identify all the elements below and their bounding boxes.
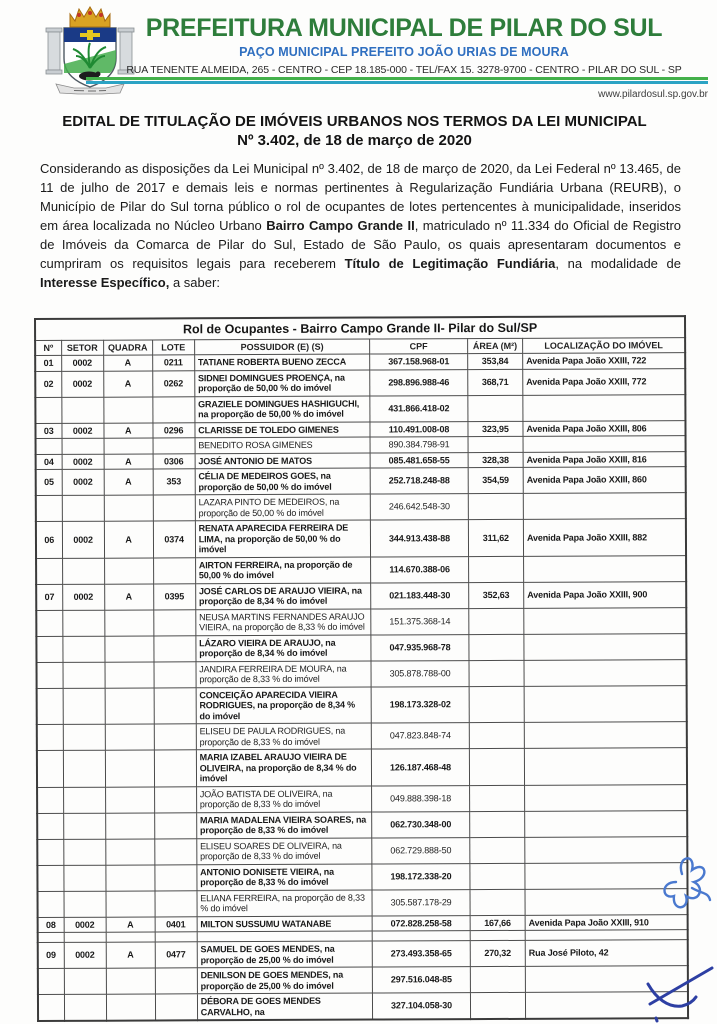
letterhead [100, 14, 708, 76]
cell-setor [63, 688, 105, 725]
cell-quadra [106, 932, 155, 942]
cell-area [470, 930, 525, 940]
cell-lote: 0296 [152, 422, 194, 438]
cell-quadra [105, 609, 154, 635]
paragraph-segment: Interesse Específico, [40, 275, 170, 290]
cell-cpf: 049.888.398-18 [372, 785, 470, 811]
cell-quadra [104, 557, 153, 583]
cell-lote: 353 [153, 469, 195, 495]
cell-area [469, 634, 524, 660]
cell-quadra [106, 838, 155, 864]
table-row [35, 394, 685, 423]
cell-area [469, 785, 524, 811]
cell-possuidor: DÉBORA DE GOES MENDES CARVALHO, na [197, 993, 373, 1020]
cell-area [470, 863, 525, 889]
cell-possuidor: NEUSA MARTINS FERNANDES ARAUJO VIEIRA, na proporção de 8,33 % do imóvel [196, 609, 372, 636]
organization-name: PREFEITURA MUNICIPAL DE PILAR DO SUL [145, 14, 663, 42]
cell-quadra [104, 396, 153, 422]
cell-quadra [105, 635, 154, 661]
column-header: SETOR [61, 340, 103, 355]
paragraph-segment: Considerando as disposições da Lei Municipal nº 3.402, de 18 de março de 2020, da Lei Federal nº 13.465, de 11 de julho de 2017 e demais leis e normas pertinentes à Regularização Fundiária Urbana (REURB), o Município de Pilar do Sul torna público o rol de ocupantes de lotes pertencentes à municipalidade, inseridos em área localizada no Núcleo Urbano [40, 161, 681, 233]
cell-localizacao [525, 810, 688, 837]
cell-no [36, 636, 62, 662]
cell-possuidor: SIDNEI DOMINGUES PROENÇA, na proporção de 50,00 % do imóvel [194, 370, 370, 397]
table-row [38, 966, 688, 995]
cell-no: 02 [35, 371, 61, 397]
cell-setor [63, 662, 105, 688]
cell-lote [153, 661, 195, 687]
cell-possuidor: MILTON SUSSUMU WATANABE [197, 916, 373, 932]
table-row [36, 633, 686, 662]
cell-no [36, 558, 62, 584]
cell-area [469, 660, 524, 686]
cell-lote [153, 635, 195, 661]
table-row [36, 607, 686, 636]
cell-area: 323,95 [468, 421, 523, 437]
cell-localizacao [523, 436, 686, 452]
table-row [35, 368, 685, 397]
cell-localizacao: Avenida Papa João XXIII, 882 [523, 519, 686, 556]
cell-localizacao [524, 555, 687, 582]
cell-no [38, 891, 64, 917]
cell-cpf: 305.878.788-00 [371, 660, 469, 686]
table-row [37, 722, 687, 751]
website-url: www.pilardosul.sp.gov.br [598, 89, 708, 100]
cell-no: 03 [35, 423, 61, 439]
cell-lote: 0401 [155, 916, 197, 932]
cell-localizacao [524, 659, 687, 686]
cell-area: 328,38 [468, 452, 523, 468]
table-row [36, 519, 686, 558]
cell-no [38, 994, 64, 1021]
cell-lote [154, 838, 196, 864]
cell-possuidor: GRAZIELE DOMINGUES HASHIGUCHI, na proporção de 50,00 % do imóvel [195, 396, 371, 423]
cell-lote: 0395 [153, 583, 195, 609]
cell-no [37, 662, 63, 688]
cell-lote [154, 786, 196, 812]
cell-area [470, 992, 525, 1019]
paragraph-segment: , na modalidade de [555, 256, 681, 271]
cell-quadra: A [104, 422, 153, 438]
cell-area [469, 748, 524, 785]
cell-setor [63, 839, 105, 865]
cell-setor [64, 932, 106, 942]
cell-possuidor: CÉLIA DE MEDEIROS GOES, na proporção de 50,00 % do imóvel [195, 468, 371, 495]
cell-setor: 0002 [62, 521, 104, 558]
cell-lote [154, 864, 196, 890]
column-header: LOCALIZAÇÃO DO IMÓVEL [523, 338, 686, 354]
cell-cpf: 062.729.888-50 [372, 837, 470, 863]
table-row [37, 784, 687, 813]
cell-setor: 0002 [62, 469, 104, 495]
cell-lote [154, 812, 196, 838]
cell-quadra [104, 438, 153, 454]
cell-no: 01 [35, 355, 61, 371]
cell-no: 07 [36, 584, 62, 610]
cell-cpf: 273.493.358-65 [372, 941, 470, 967]
cell-no [37, 865, 63, 891]
paragraph-segment: a saber: [169, 275, 220, 290]
cell-quadra [106, 968, 155, 994]
cell-cpf: 126.187.468-48 [372, 749, 470, 786]
cell-area [470, 837, 525, 863]
cell-area [469, 608, 524, 634]
column-header: QUADRA [103, 340, 152, 355]
cell-setor [63, 813, 105, 839]
paragraph-segment: Bairro Campo Grande II [266, 218, 415, 233]
cell-quadra [105, 750, 154, 787]
cell-possuidor: JOSÉ CARLOS DE ARAUJO VIEIRA, na proporção de 8,34 % do imóvel [195, 583, 371, 610]
cell-localizacao [524, 722, 687, 749]
cell-cpf: 298.896.988-46 [370, 369, 468, 395]
cell-quadra [106, 994, 155, 1021]
cell-lote [154, 750, 196, 787]
cell-localizacao: Avenida Papa João XXIII, 772 [523, 368, 686, 395]
cell-lote [155, 968, 197, 994]
cell-lote [155, 932, 197, 942]
cell-quadra: A [103, 370, 152, 396]
building-name: PAÇO MUNICIPAL PREFEITO JOÃO URIAS DE MOURA [239, 45, 569, 59]
cell-localizacao: Avenida Papa João XXIII, 900 [524, 581, 687, 608]
cell-cpf: 305.587.178-29 [372, 889, 470, 915]
cell-no [35, 397, 61, 423]
cell-possuidor: BENEDITO ROSA GIMENES [195, 437, 371, 453]
cell-setor [63, 891, 105, 917]
cell-quadra: A [106, 916, 155, 932]
cell-no: 04 [36, 454, 62, 470]
cell-possuidor: LAZARA PINTO DE MEDEIROS, na proporção de 50,00 % do imóvel [195, 494, 371, 521]
cell-area: 354,59 [468, 467, 523, 493]
cell-localizacao: Avenida Papa João XXIII, 910 [525, 914, 688, 930]
cell-area [468, 395, 523, 421]
cell-cpf: 047.935.968-78 [371, 634, 469, 660]
cell-possuidor: RENATA APARECIDA FERREIRA DE LIMA, na proporção de 50,00 % do imóvel [195, 520, 371, 557]
table-row [37, 685, 687, 724]
cell-localizacao [524, 748, 687, 785]
cell-cpf: 367.158.968-01 [370, 354, 468, 370]
cell-area: 353,84 [467, 353, 522, 369]
cell-possuidor: ELIANA FERREIRA, na proporção de 8,33 % do imóvel [197, 890, 373, 917]
cell-possuidor: JOSÉ ANTONIO DE MATOS [195, 453, 371, 469]
cell-possuidor: CONCEIÇÃO APARECIDA VIEIRA RODRIGUES, na proporção de 8,34 % do imóvel [196, 687, 372, 724]
document-title [0, 112, 709, 150]
cell-possuidor: MARIA IZABEL ARAUJO VIEIRA DE OLIVEIRA, na proporção de 8,34 % do imóvel [196, 749, 372, 786]
cell-no: 05 [36, 469, 62, 495]
cell-cpf: 021.183.448-30 [371, 582, 469, 608]
document-title-line1: EDITAL DE TITULAÇÃO DE IMÓVEIS URBANOS NOS TERMOS DA LEI MUNICIPAL [62, 113, 647, 130]
cell-setor [62, 438, 104, 454]
cell-area [469, 686, 524, 723]
cell-possuidor: AIRTON FERREIRA, na proporção de 50,00 % do imóvel [195, 557, 371, 584]
cell-cpf: 246.642.548-30 [371, 494, 469, 520]
cell-cpf: 198.173.328-02 [371, 686, 469, 723]
cell-quadra [105, 687, 154, 724]
cell-localizacao [524, 685, 687, 722]
table-row [36, 555, 686, 584]
cell-lote [154, 890, 196, 916]
cell-setor [62, 610, 104, 636]
paragraph-segment: , matriculado nº 11.334 do Oficial de Registro de Imóveis da Comarca de Pilar do Sul, Estado de São Paulo, os quais apresentaram documentos e cumpriram os requisitos legais para receberem [40, 218, 682, 271]
table-title-row [35, 316, 685, 340]
cell-cpf: 327.104.058-30 [373, 993, 471, 1020]
cell-area: 167,66 [470, 915, 525, 931]
cell-no: 09 [38, 942, 64, 968]
cell-lote [153, 557, 195, 583]
cell-lote: 0306 [153, 453, 195, 469]
cell-possuidor: ANTONIO DONISETE VIEIRA, na proporção de 8,33 % do imóvel [197, 864, 373, 891]
cell-cpf: 085.481.658-55 [370, 452, 468, 468]
column-header: POSSUIDOR (E) (S) [194, 339, 370, 355]
cell-cpf: 297.516.048-85 [373, 967, 471, 993]
table-row [36, 467, 686, 496]
cell-cpf: 110.491.008-08 [370, 421, 468, 437]
cell-possuidor: ELISEU DE PAULA RODRIGUES, na proporção de 8,33 % do imóvel [196, 723, 372, 750]
cell-localizacao: Avenida Papa João XXIII, 816 [523, 451, 686, 467]
table-row [36, 581, 686, 610]
cell-setor [63, 750, 105, 787]
cell-possuidor: LÁZARO VIEIRA DE ARAUJO, na proporção de 8,34 % do imóvel [196, 635, 372, 662]
cell-area [468, 436, 523, 452]
table-row [38, 940, 688, 969]
cell-quadra: A [104, 453, 153, 469]
cell-lote [155, 994, 197, 1021]
cell-quadra: A [104, 583, 153, 609]
cell-quadra [105, 724, 154, 750]
cell-quadra: A [104, 521, 153, 558]
cell-localizacao [523, 493, 686, 520]
cell-no [36, 610, 62, 636]
cell-possuidor: ELISEU SOARES DE OLIVEIRA, na proporção de 8,33 % do imóvel [197, 838, 373, 865]
cell-setor [62, 558, 104, 584]
cell-cpf: 114.670.388-06 [371, 556, 469, 582]
cell-possuidor: CLARISSE DE TOLEDO GIMENES [195, 422, 371, 438]
cell-quadra: A [103, 355, 152, 371]
cell-cpf: 151.375.368-14 [371, 608, 469, 634]
cell-quadra [105, 661, 154, 687]
cell-localizacao [524, 633, 687, 660]
cell-area [468, 556, 523, 582]
pen-x-mark [636, 962, 717, 1024]
cell-no [38, 968, 64, 994]
cell-lote: 0211 [152, 355, 194, 371]
cell-possuidor: TATIANE ROBERTA BUENO ZECCA [194, 354, 370, 370]
table-row [38, 888, 688, 917]
cell-no [37, 750, 63, 787]
intro-paragraph [40, 159, 681, 292]
cell-lote [153, 438, 195, 454]
table-row [37, 836, 687, 865]
table-row [37, 862, 687, 891]
cell-setor [61, 397, 103, 423]
paragraph-segment: Título de Legitimação Fundiária [344, 256, 556, 271]
cell-setor: 0002 [61, 355, 103, 371]
cell-no [37, 724, 63, 750]
cell-lote [152, 396, 194, 422]
cell-no [37, 688, 63, 725]
cell-localizacao [524, 607, 687, 634]
cell-cpf: 062.730.348-00 [372, 811, 470, 837]
cell-setor: 0002 [64, 942, 106, 968]
cell-cpf: 890.384.798-91 [370, 437, 468, 453]
cell-cpf: 344.913.438-88 [371, 520, 469, 557]
cell-cpf: 047.823.848-74 [372, 723, 470, 749]
cell-quadra [105, 812, 154, 838]
cell-localizacao: Avenida Papa João XXIII, 806 [523, 420, 686, 436]
table-row [37, 748, 687, 787]
cell-quadra [105, 786, 154, 812]
table-row [37, 659, 687, 688]
cell-possuidor: SAMUEL DE GOES MENDES, na proporção de 25,00 % do imóvel [197, 941, 373, 968]
header-stripe-teal [86, 81, 708, 85]
cell-lote [153, 609, 195, 635]
column-header: ÁREA (M²) [467, 338, 522, 353]
cell-setor [62, 495, 104, 521]
cell-lote [153, 495, 195, 521]
cell-setor: 0002 [62, 584, 104, 610]
cell-no: 06 [36, 521, 62, 558]
occupants-table [34, 315, 689, 1022]
cell-cpf: 198.172.338-20 [372, 863, 470, 889]
cell-cpf: 252.718.248-88 [370, 468, 468, 494]
cell-quadra: A [106, 942, 155, 968]
pen-scribble-mark [652, 848, 714, 940]
cell-lote: 0477 [155, 942, 197, 968]
cell-setor [64, 968, 106, 994]
column-header: LOTE [152, 340, 194, 355]
cell-no [37, 813, 63, 839]
cell-localizacao: Rua José Piloto, 42 [525, 940, 688, 967]
cell-possuidor: JANDIRA FERREIRA DE MOURA, na proporção de 8,33 % do imóvel [196, 661, 372, 688]
cell-area [468, 493, 523, 519]
cell-no [37, 839, 63, 865]
document-title-line2: Nº 3.402, de 18 de março de 2020 [237, 132, 472, 149]
cell-cpf: 072.828.258-58 [372, 915, 470, 931]
cell-no: 08 [38, 917, 64, 933]
cell-no [38, 932, 64, 942]
cell-area [470, 889, 525, 915]
cell-quadra [106, 864, 155, 890]
cell-quadra [104, 495, 153, 521]
cell-possuidor: JOÃO BATISTA DE OLIVEIRA, na proporção de 8,33 % do imóvel [196, 786, 372, 813]
table-row [36, 493, 686, 522]
address-line: RUA TENENTE ALMEIDA, 265 - CENTRO - CEP 18.185-000 - TEL/FAX 15. 3278-9700 - CENTRO - PILAR DO SUL - SP [126, 64, 682, 76]
cell-possuidor: MARIA MADALENA VIEIRA SOARES, na proporção de 8,33 % do imóvel [196, 812, 372, 839]
cell-localizacao: Avenida Papa João XXIII, 722 [523, 353, 686, 369]
cell-localizacao [525, 784, 688, 811]
cell-cpf: 431.866.418-02 [370, 395, 468, 421]
cell-quadra [106, 890, 155, 916]
cell-setor [64, 994, 106, 1021]
cell-setor: 0002 [62, 454, 104, 470]
cell-quadra: A [104, 469, 153, 495]
cell-area: 270,32 [470, 940, 525, 966]
cell-lote [154, 724, 196, 750]
cell-lote [154, 687, 196, 724]
cell-possuidor: DENILSON DE GOES MENDES, na proporção de 25,00 % do imóvel [197, 967, 373, 994]
cell-cpf [372, 931, 470, 941]
cell-localizacao: Avenida Papa João XXIII, 860 [523, 467, 686, 494]
cell-area: 368,71 [467, 369, 522, 395]
cell-localizacao [523, 394, 686, 421]
cell-area: 352,63 [468, 582, 523, 608]
cell-area [469, 722, 524, 748]
column-header: Nº [35, 340, 61, 355]
cell-setor [63, 724, 105, 750]
cell-setor: 0002 [64, 917, 106, 933]
cell-setor [62, 636, 104, 662]
table-title: Rol de Ocupantes - Bairro Campo Grande II- Pilar do Sul/SP [35, 316, 685, 340]
cell-no [36, 438, 62, 454]
table-row [37, 810, 687, 839]
cell-setor: 0002 [61, 423, 103, 439]
cell-lote: 0374 [153, 521, 195, 558]
cell-lote: 0262 [152, 370, 194, 396]
column-header: CPF [370, 339, 468, 354]
table-row [38, 992, 688, 1021]
cell-area: 311,62 [468, 519, 523, 556]
cell-area [470, 966, 525, 992]
cell-setor [63, 787, 105, 813]
cell-setor: 0002 [61, 371, 103, 397]
cell-area [469, 811, 524, 837]
cell-no [36, 495, 62, 521]
cell-no [37, 787, 63, 813]
cell-setor [63, 865, 105, 891]
